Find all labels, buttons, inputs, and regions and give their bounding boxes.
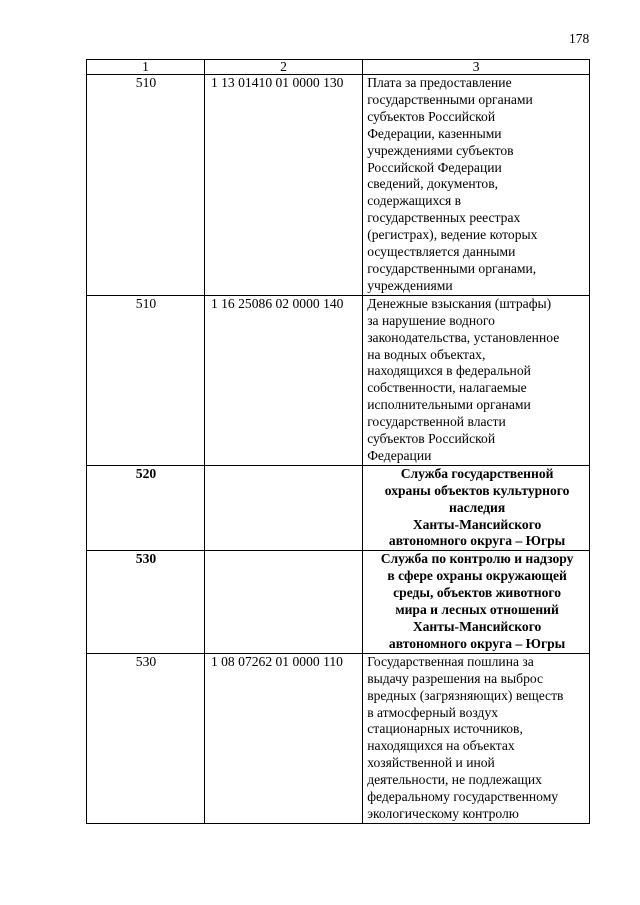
revenue-codes-table	[86, 59, 590, 824]
table-row	[87, 75, 590, 296]
description-line: исполнительными органами	[367, 397, 531, 413]
budget-code-cell: 1 08 07262 01 0000 110	[204, 653, 362, 823]
section-title-cell	[363, 551, 590, 653]
description-line: Денежные взыскания (штрафы)	[367, 295, 552, 311]
description-line: деятельности, не подлежащих	[367, 772, 542, 788]
description-line: на водных объектах,	[367, 346, 486, 362]
admin-code-cell: 530	[87, 653, 205, 823]
section-title-cell	[363, 465, 590, 551]
section-title-line: автономного округа – Югры	[388, 533, 566, 549]
description-cell	[363, 295, 590, 465]
description-line: осуществляется данными	[367, 244, 516, 260]
section-title-line: Ханты-Мансийского	[412, 619, 542, 634]
admin-code-cell: 530	[87, 551, 205, 653]
description-line: экологическому контролю	[367, 805, 519, 821]
description-line: стационарных источников,	[367, 721, 523, 737]
budget-code-cell	[204, 551, 362, 653]
description-line: субъектов Российской	[367, 431, 496, 447]
budget-code-cell: 1 16 25086 02 0000 140	[204, 295, 362, 465]
description-line: Плата за предоставление	[367, 75, 512, 90]
header-col-2: 2	[204, 60, 362, 75]
description-line: Федерации	[367, 447, 432, 463]
description-line: хозяйственной и иной	[367, 755, 495, 771]
section-title-line: Служба государственной	[400, 465, 554, 481]
section-title-line: мира и лесных отношений	[395, 602, 559, 618]
description-line: федеральному государственному	[367, 789, 559, 805]
section-title-line: в сфере охраны окружающей	[387, 568, 567, 584]
description-line: выдачу разрешения на выброс	[367, 670, 544, 686]
description-line: Федерации, казенными	[367, 125, 502, 141]
table-row-section	[87, 551, 590, 653]
description-line: вредных (загрязняющих) веществ	[367, 687, 564, 703]
table-row	[87, 295, 590, 465]
description-line: государственной власти	[367, 414, 506, 430]
description-line: государственных реестрах	[367, 210, 521, 226]
section-title-line: охраны объектов культурного	[384, 482, 570, 498]
budget-code-cell	[204, 465, 362, 551]
description-cell	[363, 75, 590, 296]
description-line: Государственная пошлина за	[367, 653, 534, 669]
description-line: собственности, налагаемые	[367, 380, 527, 396]
description-cell	[363, 653, 590, 823]
table-row-section	[87, 465, 590, 551]
page-number: 178	[569, 31, 590, 46]
description-line: за нарушение водного	[367, 312, 495, 328]
description-line: сведений, документов,	[367, 176, 499, 192]
description-line: государственными органами,	[367, 260, 537, 276]
section-title-line: Служба по контролю и надзору	[380, 551, 574, 567]
description-line: Российской Федерации	[367, 159, 502, 175]
table-row	[87, 653, 590, 823]
admin-code-cell: 520	[87, 465, 205, 551]
description-line: (регистрах), ведение которых	[367, 227, 538, 243]
admin-code-cell: 510	[87, 295, 205, 465]
header-col-1: 1	[87, 60, 205, 75]
description-line: находящихся в федеральной	[367, 363, 531, 379]
description-line: государственными органами	[367, 91, 533, 107]
description-line: субъектов Российской	[367, 108, 496, 124]
section-title-line: среды, объектов животного	[393, 585, 562, 601]
header-col-3: 3	[363, 60, 590, 75]
admin-code-cell: 510	[87, 75, 205, 296]
description-line: законодательства, установленное	[367, 329, 560, 345]
budget-code-cell: 1 13 01410 01 0000 130	[204, 75, 362, 296]
description-line: учреждениями	[367, 277, 453, 293]
description-line: содержащихся в	[367, 193, 462, 209]
section-title-line: автономного округа – Югры	[388, 635, 566, 651]
description-line: в атмосферный воздух	[367, 704, 499, 720]
table-header-row	[87, 60, 590, 75]
description-line: находящихся на объектах	[367, 738, 515, 754]
section-title-line: наследия	[448, 499, 506, 515]
section-title-line: Ханты-Мансийского	[412, 516, 542, 532]
description-line: учреждениями субъектов	[367, 142, 514, 158]
